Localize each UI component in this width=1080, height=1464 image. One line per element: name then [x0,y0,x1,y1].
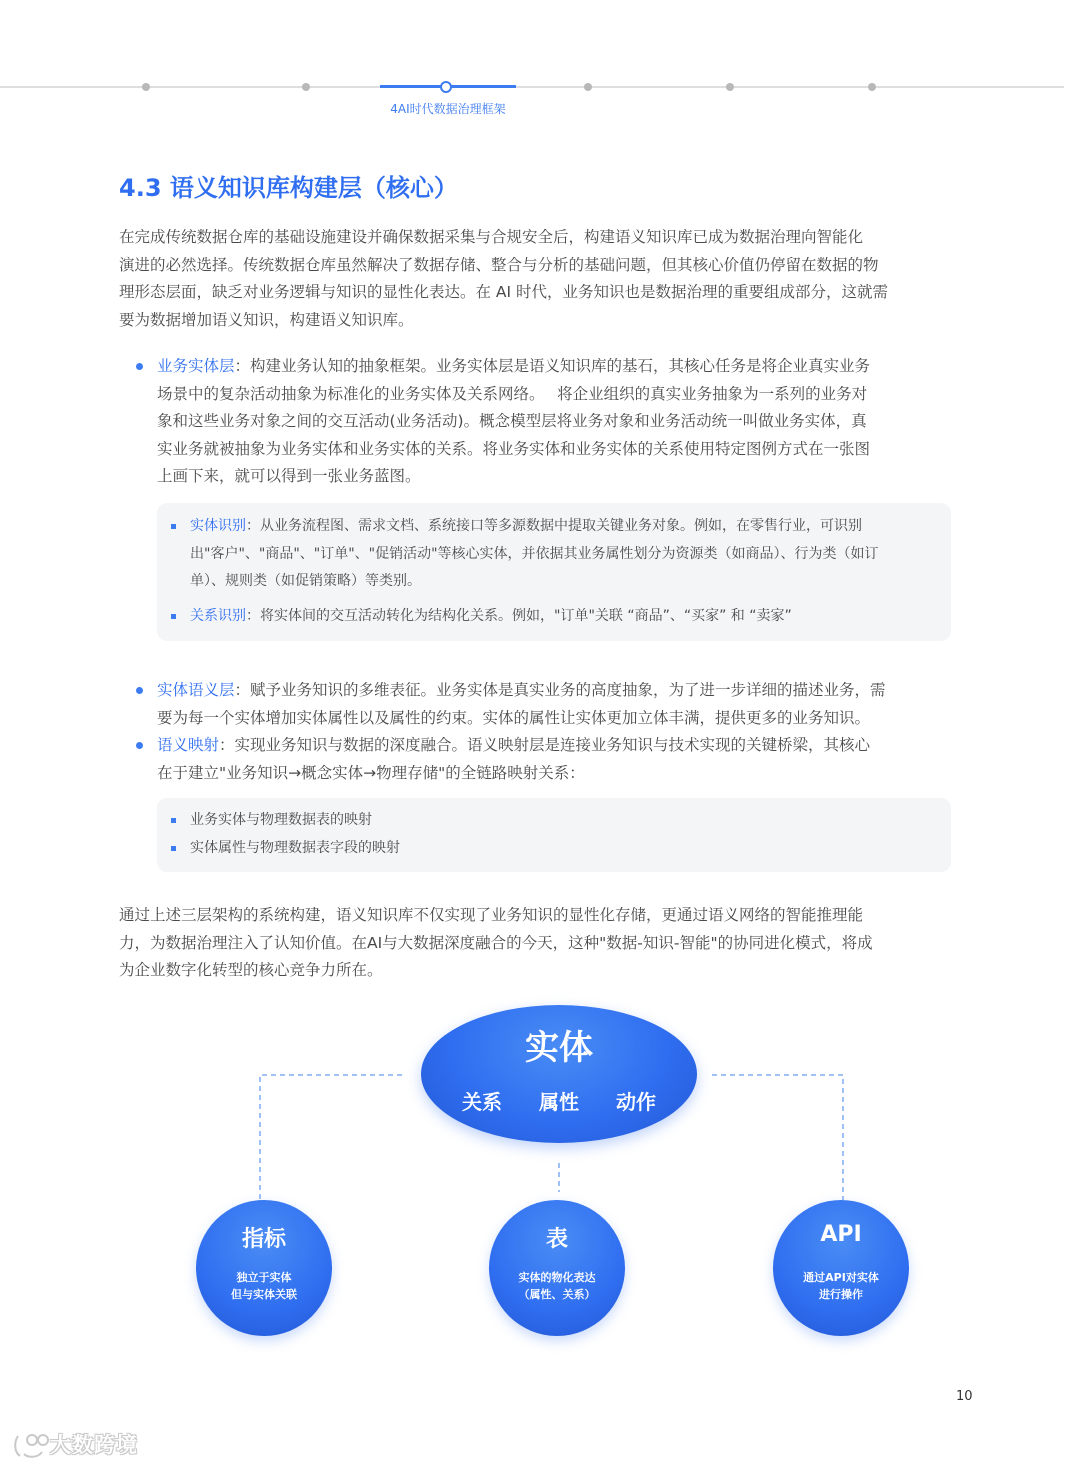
entity-item-action: 动作 [616,1090,656,1114]
watermark-text: 大数跨境 [50,1433,138,1457]
header-chapter-label: 4AI时代数据治理框架 [390,102,506,116]
node-title: 表 [545,1227,568,1252]
sub-item: 实体属性与物理数据表字段的映射 [190,840,400,856]
text-line: 上画下来，就可以得到一张业务蓝图。 [157,467,421,485]
node-description: 通过API对实体 进行操作 [803,1271,879,1301]
text-line: 力，为数据治理注入了认知价值。在AI与大数据深度融合的今天，这种"数据-知识-智能"的协同进化模式，将成 [119,933,873,952]
node-title: API [820,1222,862,1247]
entity-title: 实体 [525,1028,593,1068]
text-line: 通过上述三层架构的系统构建，语义知识库不仅实现了业务知识的显性化存储，更通过语义网络的智能推理能 [119,906,864,924]
text-line: 在完成传统数据仓库的基础设施建设并确保数据采集与合规安全后，构建语义知识库已成为数据治理向智能化 [119,228,864,246]
text-line: 象和这些业务对象之间的交互活动(业务活动)。概念模型层将业务对象和业务活动统一叫做业务实体，真 [157,412,867,430]
watermark-logo-icon [12,1428,50,1462]
section-title: 4.3 语义知识库构建层（核心） [119,174,458,202]
bullet-term: 业务实体层 [157,357,235,375]
text-line: 实体语义层：赋予业务知识的多维表征。业务实体是真实业务的高度抽象，为了进一步详细的描述业务，需 [157,681,886,699]
node-circle-api [773,1200,909,1336]
text-line: 场景中的复杂活动抽象为标准化的业务实体及关系网络。 将企业组织的真实业务抽象为一系列的业务对 [157,384,868,403]
text-line: 要为每一个实体增加实体属性以及属性的约束。实体的属性让实体更加立体丰满，提供更多的业务知识。 [157,708,871,727]
node-title: 指标 [241,1227,286,1252]
node-circle-table [489,1200,625,1336]
text-line: 为企业数字化转型的核心竞争力所在。 [119,961,383,979]
page-number: 10 [956,1389,973,1404]
bullet-term: 语义映射 [157,736,220,754]
text-line: 关系识别：将实体间的交互活动转化为结构化关系。例如，"订单"关联 “商品”、“买家” 和 “卖家” [190,608,792,624]
text-line: 出"客户"、"商品"、"订单"、"促销活动"等核心实体，并依据其业务属性划分为资源类（如商品）、行为类（如订 [190,545,879,562]
entity-item-attribute: 属性 [539,1090,579,1114]
bullet-term: 实体语义层 [157,681,235,699]
sub-item: 业务实体与物理数据表的映射 [190,812,372,828]
node-circle-metric [196,1200,332,1336]
text-line: 要为数据增加语义知识，构建语义知识库。 [119,310,414,329]
node-description: 独立于实体 但与实体关联 [231,1271,297,1301]
connector-left [260,1075,402,1200]
text-line: 业务实体层：构建业务认知的抽象框架。业务实体层是语义知识库的基石，其核心任务是将企业真实业务 [157,357,871,375]
node-description: 实体的物化表达 （属性、关系） [518,1271,596,1301]
text-line: 实业务就被抽象为业务实体和业务实体的关系。将业务实体和业务实体的关系使用特定图例方式在一张图 [157,439,871,458]
text-line: 理形态层面，缺乏对业务逻辑与知识的显性化表达。在 AI 时代，业务知识也是数据治理的重要组成部分，这就需 [119,283,889,301]
text-line: 演进的必然选择。传统数据仓库虽然解决了数据存储、整合与分析的基础问题，但其核心价值仍停留在数据的物 [119,255,879,274]
text-line: 单）、规则类（如促销策略）等类别。 [190,573,421,589]
text-line: 在于建立"业务知识→概念实体→物理存储"的全链路映射关系： [157,763,585,782]
entity-item-relation: 关系 [462,1090,502,1114]
text-line: 语义映射：实现业务知识与数据的深度融合。语义映射层是连接业务知识与技术实现的关键桥梁，其核心 [157,736,871,754]
connector-right [712,1075,843,1200]
text-line: 实体识别：从业务流程图、需求文档、系统接口等多源数据中提取关键业务对象。例如，在零售行业，可识别 [190,518,862,534]
